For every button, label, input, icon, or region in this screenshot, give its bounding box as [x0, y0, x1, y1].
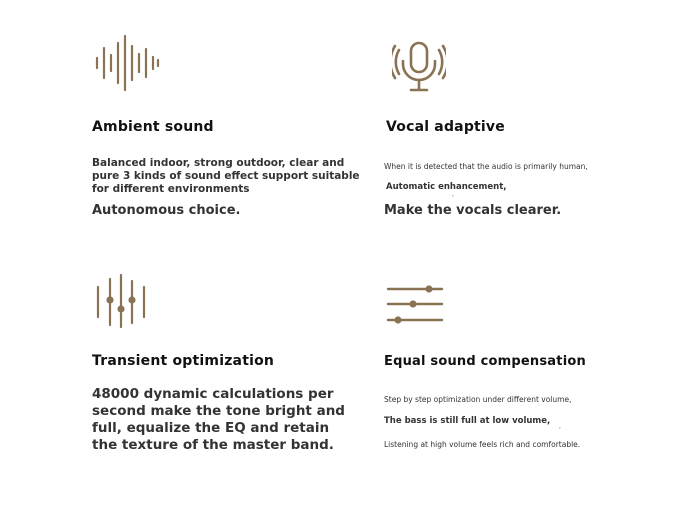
sound-wave-icon: [94, 34, 160, 92]
equal-desc-line-2: The bass is still full at low volume,: [384, 416, 551, 426]
transient-desc-line-4: the texture of the master band.: [92, 437, 334, 453]
transient-desc-line-3: full, equalize the EQ and retain: [92, 420, 330, 436]
equal-title: Equal sound compensation: [384, 354, 586, 369]
vocal-desc-line-1: When it is detected that the audio is primarily human,: [384, 162, 588, 171]
vocal-highlight: Make the vocals clearer.: [384, 203, 562, 218]
transient-title: Transient optimization: [92, 353, 275, 369]
vocal-stray-mark: ,: [452, 191, 454, 198]
transient-desc-line-2: second make the tone bright and: [92, 403, 345, 419]
equal-desc-line-3: Listening at high volume feels rich and comfortable.: [384, 440, 581, 449]
equal-stray-mark: ,: [559, 423, 561, 430]
sliders-icon: [386, 284, 444, 326]
ambient-desc-line-2: pure 3 kinds of sound effect support suitable: [92, 170, 360, 182]
ambient-title: Ambient sound: [92, 119, 214, 135]
transient-desc-line-1: 48000 dynamic calculations per: [92, 386, 334, 402]
ambient-desc-line-1: Balanced indoor, strong outdoor, clear and: [92, 157, 345, 169]
vocal-desc-line-2: Automatic enhancement,: [386, 182, 507, 192]
ambient-desc-line-3: for different environments: [92, 183, 250, 195]
vocal-title: Vocal adaptive: [386, 119, 505, 135]
equal-desc-line-1: Step by step optimization under different volume,: [384, 395, 572, 404]
equalizer-icon: [94, 273, 152, 329]
microphone-icon: [392, 40, 446, 94]
ambient-highlight: Autonomous choice.: [92, 203, 241, 218]
